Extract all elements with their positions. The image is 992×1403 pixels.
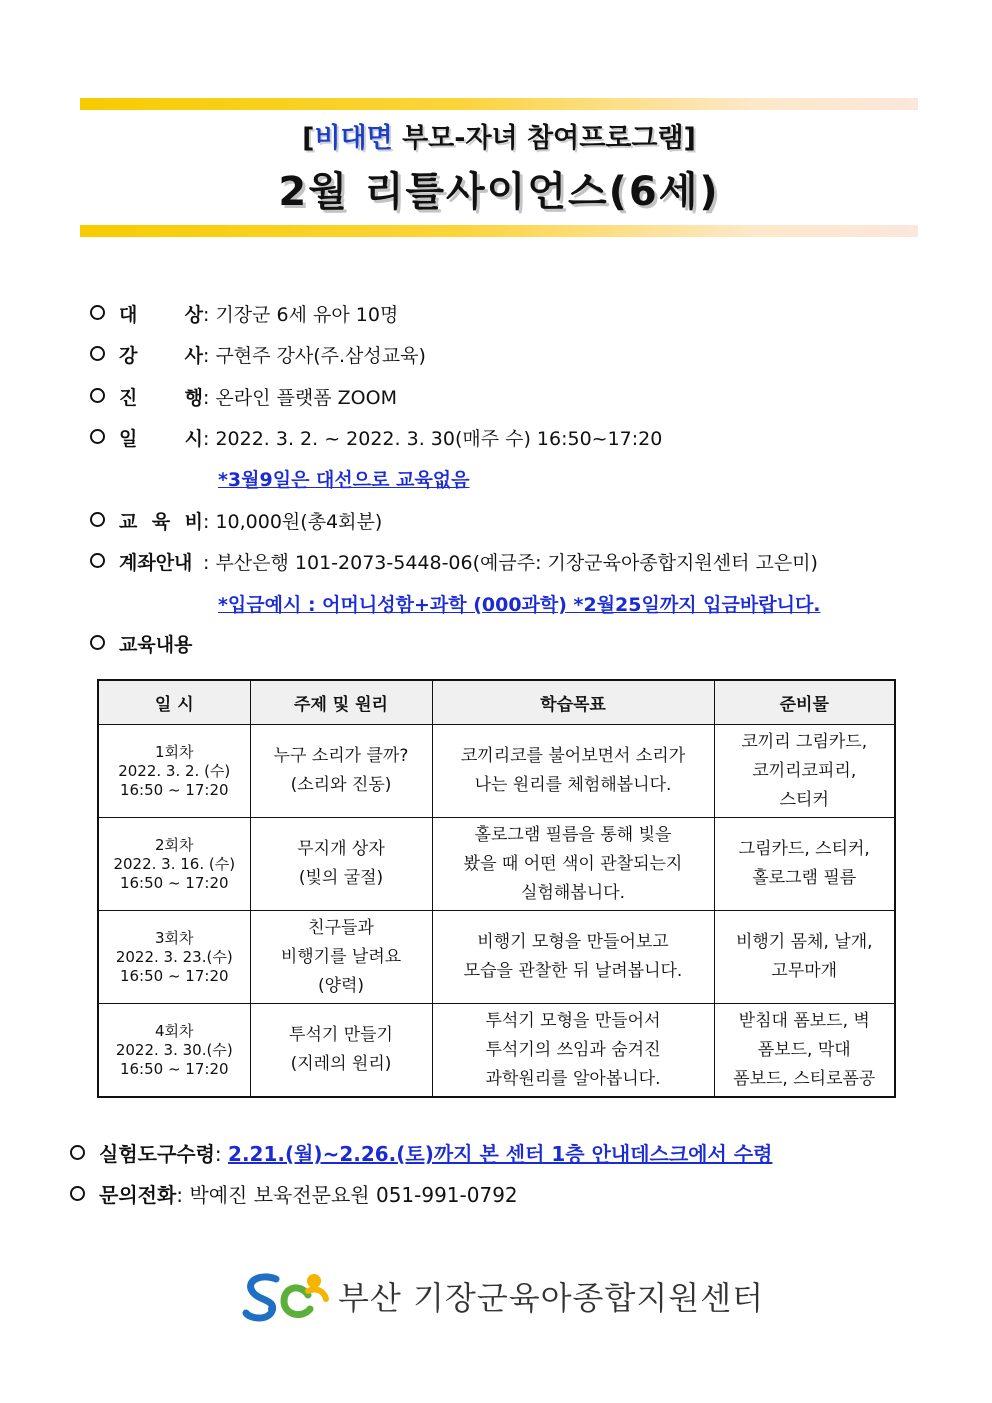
goal-line: 과학원리를 알아봅니다.	[485, 1068, 661, 1089]
session-cell	[98, 818, 250, 911]
goal-line: 투석기 모형을 만들어서	[485, 1010, 661, 1031]
table-row	[98, 911, 895, 1004]
materials-cell	[714, 818, 895, 911]
session-time: 16:50 ~ 17:20	[119, 780, 229, 799]
topic-line: 친구들과	[308, 917, 374, 938]
materials-line: 폼보드, 스티로폼공	[733, 1068, 876, 1089]
contact-value: : 박예진 보육전문요원 051-991-0792	[176, 1183, 518, 1207]
pickup-value: 2.21.(월)~2.26.(토)까지 본 센터 1층 안내데스크에서 수령	[228, 1142, 773, 1166]
info-label: 진 행	[119, 387, 203, 409]
circle-bullet-icon	[90, 635, 105, 650]
page-subtitle	[80, 116, 918, 155]
table-row	[98, 1004, 895, 1098]
materials-cell	[714, 725, 895, 818]
session-number: 3회차	[154, 928, 194, 947]
session-number: 1회차	[154, 742, 194, 761]
center-logo-icon	[242, 1269, 330, 1323]
topic-cell	[250, 911, 432, 1004]
column-header: 학습목표	[432, 680, 714, 725]
info-label: 강 사	[119, 345, 203, 367]
info-value: : 2022. 3. 2. ~ 2022. 3. 30(매주 수) 16:50~17:20	[203, 428, 663, 450]
materials-line: 받침대 폼보드, 벽	[738, 1010, 870, 1031]
contact-info	[70, 1181, 518, 1209]
topic-line: 누구 소리가 클까?	[273, 746, 409, 766]
goal-cell	[432, 1004, 714, 1098]
materials-line: 코끼리코피리,	[752, 760, 857, 781]
session-number: 4회차	[154, 1021, 194, 1040]
circle-bullet-icon	[90, 346, 105, 361]
materials-line: 코끼리 그림카드,	[741, 731, 868, 752]
topic-line: 무지개 상자	[297, 839, 385, 859]
materials-cell	[714, 911, 895, 1004]
session-time: 16:50 ~ 17:20	[119, 873, 229, 892]
deposit-note: *입금예시 : 어머니성함+과학 (000과학) *2월25일까지 입금바랍니다.	[218, 594, 821, 616]
schedule-table	[97, 679, 896, 1098]
circle-bullet-icon	[90, 553, 105, 568]
materials-line: 그림카드, 스티커,	[738, 839, 870, 859]
session-time: 16:50 ~ 17:20	[119, 966, 229, 985]
goal-line: 코끼리코를 불어보면서 소리가	[460, 746, 686, 766]
goal-cell	[432, 911, 714, 1004]
goal-line: 나는 원리를 체험해봅니다.	[474, 775, 672, 795]
info-label: 대 상	[119, 304, 203, 326]
info-value: : 부산은행 101-2073-5448-06(예금주: 기장군육아종합지원센터 고은미)	[203, 552, 818, 574]
info-fee	[90, 508, 382, 536]
center-logo-text: 부산 기장군육아종합지원센터	[338, 1279, 765, 1317]
no-class-note: *3월9일은 대선으로 교육없음	[218, 469, 470, 491]
goal-line: 홀로그램 필름을 통해 빛을	[474, 824, 672, 845]
topic-line: (지레의 원리)	[290, 1054, 392, 1074]
info-account	[90, 549, 818, 577]
materials-line: 스티커	[779, 789, 829, 810]
session-date: 2022. 3. 30.(수)	[115, 1040, 233, 1059]
circle-bullet-icon	[90, 388, 105, 403]
center-logo	[242, 1266, 764, 1326]
materials-line: 폼보드, 막대	[757, 1039, 851, 1060]
topic-line: 비행기를 날려요	[280, 946, 402, 967]
info-content	[90, 631, 192, 659]
goal-line: 실험해봅니다.	[521, 882, 625, 903]
topic-line: (빛의 굴절)	[298, 868, 384, 888]
goal-cell	[432, 725, 714, 818]
session-time: 16:50 ~ 17:20	[119, 1059, 229, 1078]
goal-line: 투석기의 쓰임과 숨겨진	[485, 1039, 661, 1060]
info-label: 교 육 비	[119, 511, 203, 533]
pickup-label: 실험도구수령	[99, 1142, 215, 1166]
table-header-row	[98, 680, 895, 725]
session-date: 2022. 3. 2. (수)	[118, 761, 231, 780]
info-value: : 기장군 6세 유아 10명	[203, 304, 399, 326]
column-header: 준비물	[714, 680, 895, 725]
info-value: : 온라인 플랫폼 ZOOM	[203, 387, 397, 409]
session-number: 2회차	[154, 835, 194, 854]
session-date: 2022. 3. 23.(수)	[115, 947, 233, 966]
topic-line: 투석기 만들기	[289, 1025, 393, 1045]
session-cell	[98, 725, 250, 818]
circle-bullet-icon	[90, 512, 105, 527]
subtitle-highlight: 비대면	[314, 123, 393, 154]
subtitle-rest: 부모-자녀 참여프로그램]	[392, 123, 696, 154]
page-title: 2월 리틀사이언스(6세)	[278, 169, 720, 215]
materials-line: 홀로그램 필름	[752, 868, 857, 888]
info-method	[90, 384, 397, 412]
topic-line: (양력)	[317, 975, 365, 996]
goal-line: 모습을 관찰한 뒤 날려봅니다.	[463, 961, 683, 981]
circle-bullet-icon	[70, 1145, 85, 1160]
circle-bullet-icon	[70, 1186, 85, 1201]
title-top-bar	[80, 98, 918, 110]
pickup-info	[70, 1140, 772, 1168]
topic-cell	[250, 725, 432, 818]
info-value: : 구현주 강사(주.삼성교육)	[203, 345, 426, 367]
info-schedule	[90, 425, 662, 453]
materials-line: 고무마개	[771, 961, 838, 981]
info-label: 교육내용	[119, 634, 193, 656]
title-bottom-bar	[80, 225, 918, 237]
circle-bullet-icon	[90, 429, 105, 444]
goal-line: 비행기 모형을 만들어보고	[477, 932, 669, 952]
table-row	[98, 818, 895, 911]
materials-cell	[714, 1004, 895, 1098]
topic-cell	[250, 818, 432, 911]
pickup-colon: :	[214, 1142, 229, 1166]
topic-line: (소리와 진동)	[290, 775, 392, 795]
materials-line: 비행기 몸체, 날개,	[735, 932, 873, 952]
column-header: 일 시	[98, 680, 250, 725]
goal-line: 봤을 때 어떤 색이 관찰되는지	[463, 853, 683, 874]
column-header: 주제 및 원리	[250, 680, 432, 725]
table-row	[98, 725, 895, 818]
session-cell	[98, 1004, 250, 1098]
info-label: 계좌안내	[119, 552, 193, 574]
subtitle-bracket: [	[302, 123, 315, 154]
contact-label: 문의전화	[99, 1183, 177, 1207]
goal-cell	[432, 818, 714, 911]
info-target	[90, 301, 398, 329]
topic-cell	[250, 1004, 432, 1098]
session-date: 2022. 3. 16. (수)	[113, 854, 236, 873]
circle-bullet-icon	[90, 305, 105, 320]
info-value: : 10,000원(총4회분)	[203, 511, 383, 533]
info-instructor	[90, 342, 426, 370]
info-label: 일 시	[119, 428, 203, 450]
session-cell	[98, 911, 250, 1004]
